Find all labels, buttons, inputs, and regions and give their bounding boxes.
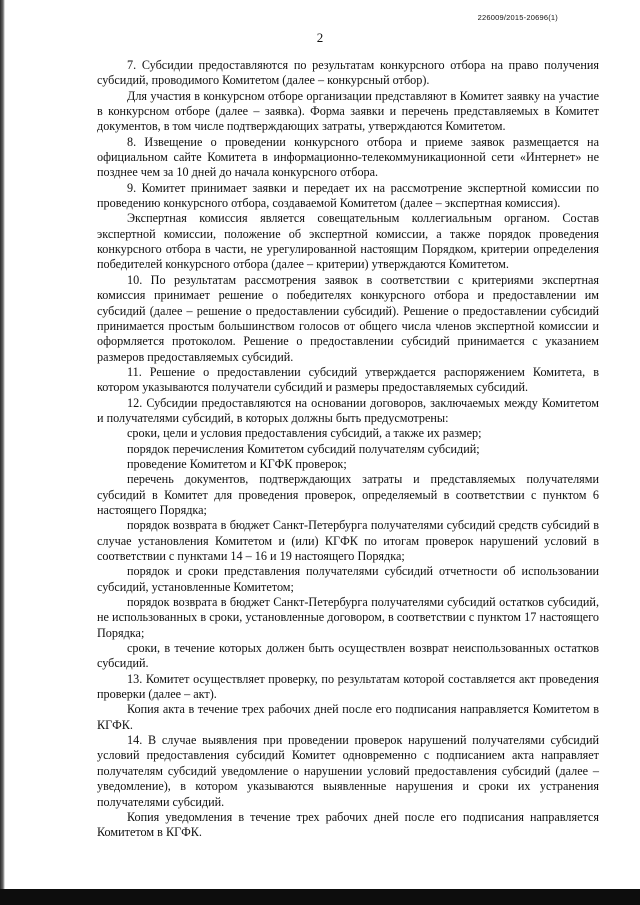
paragraph-12: 12. Субсидии предоставляются на основании договоров, заключаемых между Комитетом и получателями субсидий, в которых должны быть предусмотрены: xyxy=(97,395,599,425)
list-item: сроки, в течение которых должен быть осуществлен возврат неиспользованных остатков субсидий. xyxy=(97,641,599,671)
paragraph-11: 11. Решение о предоставлении субсидий утверждается распоряжением Комитета, в котором указываются получатели субсидий и размеры предоставляемых субсидий. xyxy=(97,364,599,395)
document-id: 226009/2015-20696(1) xyxy=(477,13,558,22)
paragraph-13-copy: Копия акта в течение трех рабочих дней после его подписания направляется Комитетом в КГФК. xyxy=(97,702,599,732)
list-item: перечень документов, подтверждающих затраты и представляемых получателями субсидий в Комитет для проведения проверок, определяемый в соответствии с пунктом 6 настоящего Порядка; xyxy=(97,472,599,517)
paragraph-14: 14. В случае выявления при проведении проверок нарушений получателями субсидий условий предоставления субсидий Комитет одновременно с подписанием акта направляет получателям субсидий уведомление о нарушении условий предоставления субсидий (далее – уведомление), в котором указываются выявленные нарушения и сроки их устранения получателями субсидий. xyxy=(97,733,599,809)
paragraph-7-application: Для участия в конкурсном отборе организации представляют в Комитет заявку на участие в конкурсном отборе (далее – заявка). Форма заявки и перечень представляемых в Комитет документов, в том числе подтверждающих затраты, утверждаются Комитетом. xyxy=(97,88,599,134)
scan-edge-bottom xyxy=(0,889,640,905)
paragraph-9: 9. Комитет принимает заявки и передает их на рассмотрение экспертной комиссии по проведению конкурсного отбора, создаваемой Комитетом (далее – экспертная комиссия). xyxy=(97,180,599,211)
list-item: порядок возврата в бюджет Санкт-Петербурга получателями субсидий остатков субсидий, не использованных в сроки, установленные договором, в соответствии с пунктом 17 настоящего Порядка; xyxy=(97,595,599,640)
paragraph-8: 8. Извещение о проведении конкурсного отбора и приеме заявок размещается на официальном сайте Комитета в информационно-телекоммуникационной сети «Интернет» не позднее чем за 10 дней до начала конкурсного отбора. xyxy=(97,134,599,180)
list-item: сроки, цели и условия предоставления субсидий, а также их размер; xyxy=(127,426,482,441)
list-item: проведение Комитетом и КГФК проверок; xyxy=(127,456,347,471)
list-item: порядок и сроки представления получателями субсидий отчетности об использовании субсидий, установленные Комитетом; xyxy=(97,564,599,594)
scan-edge-left xyxy=(0,0,5,905)
paragraph-9-commission: Экспертная комиссия является совещательным коллегиальным органом. Состав экспертной комиссии, положение об экспертной комиссии, а также порядок проведения конкурсного отбора в части, не урегулированной настоящим Порядком, критерии определения победителей конкурсного отбора (далее – критерии) утверждаются Комитетом. xyxy=(97,211,599,272)
list-item: порядок возврата в бюджет Санкт-Петербурга получателями субсидий средств субсидий в случае установления Комитетом и (или) КГФК по итогам проверок нарушений условий в соответствии с пунктами 14 – 16 и 19 настоящего Порядка; xyxy=(97,518,599,563)
page-number: 2 xyxy=(316,30,324,45)
document-body xyxy=(97,58,599,841)
paragraph-13: 13. Комитет осуществляет проверку, по результатам которой составляется акт проведения проверки (далее – акт). xyxy=(97,671,599,702)
paragraph-10: 10. По результатам рассмотрения заявок в соответствии с критериями экспертная комиссия принимает решение о победителях конкурсного отбора и предоставлении им субсидий (далее – решение о предоставлении субсидий). Решение о предоставлении субсидий принимается простым большинством голосов от общего числа членов экспертной комиссии и оформляется протоколом. Решение о предоставлении субсидий принимается с указанием размеров предоставляемых субсидий. xyxy=(97,272,599,364)
paragraph-14-copy: Копия уведомления в течение трех рабочих дней после его подписания направляется Комитетом в КГФК. xyxy=(97,809,599,840)
paragraph-7: 7. Субсидии предоставляются по результатам конкурсного отбора на право получения субсидий, проводимого Комитетом (далее – конкурсный отбор). xyxy=(97,58,599,88)
list-item: порядок перечисления Комитетом субсидий получателям субсидий; xyxy=(127,441,480,456)
